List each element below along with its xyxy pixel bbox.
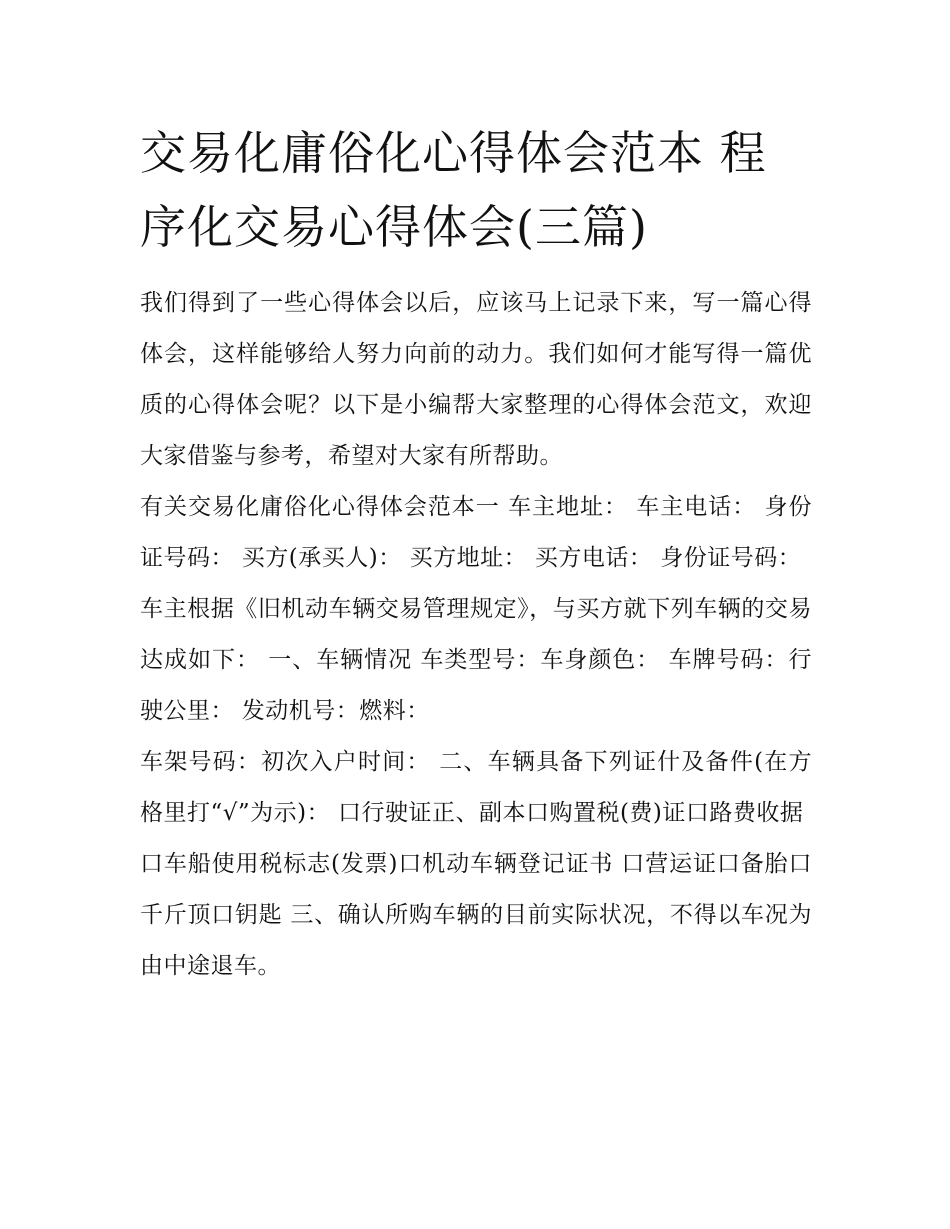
- document-body: [140, 116, 812, 992]
- accessories-paragraph: 口车船使用税标志(发票)口机动车辆登记证书 口营运证口备胎口千斤顶口钥匙 三、确认所购车辆的目前实际状况，不得以车况为由中途退车。: [140, 851, 812, 979]
- intro-paragraph: 我们得到了一些心得体会以后，应该马上记录下来，写一篇心得体会，这样能够给人努力向前的动力。我们如何才能写得一篇优质的心得体会呢？以下是小编帮大家整理的心得体会范文，欢迎大家借鉴与参考，希望对大家有所帮助。: [140, 290, 812, 469]
- owner-info-paragraph: 有关交易化庸俗化心得体会范本一 车主地址： 车主电话： 身份证号码： 买方(承买人)： 买方地址： 买方电话： 身份证号码：: [140, 494, 812, 571]
- document-title: 交易化庸俗化心得体会范本 程序化交易心得体会(三篇): [140, 126, 767, 254]
- vehicle-info-paragraph: 车主根据《旧机动车辆交易管理规定》，与买方就下列车辆的交易达成如下： 一、车辆情况 车类型号：车身颜色： 车牌号码：行驶公里： 发动机号：燃料：: [140, 596, 812, 724]
- documents-checklist-paragraph: 车架号码：初次入户时间： 二、车辆具备下列证什及备件(在方格里打“√”为示)： 口行驶证正、副本口购置税(费)证口路费收据: [140, 749, 812, 826]
